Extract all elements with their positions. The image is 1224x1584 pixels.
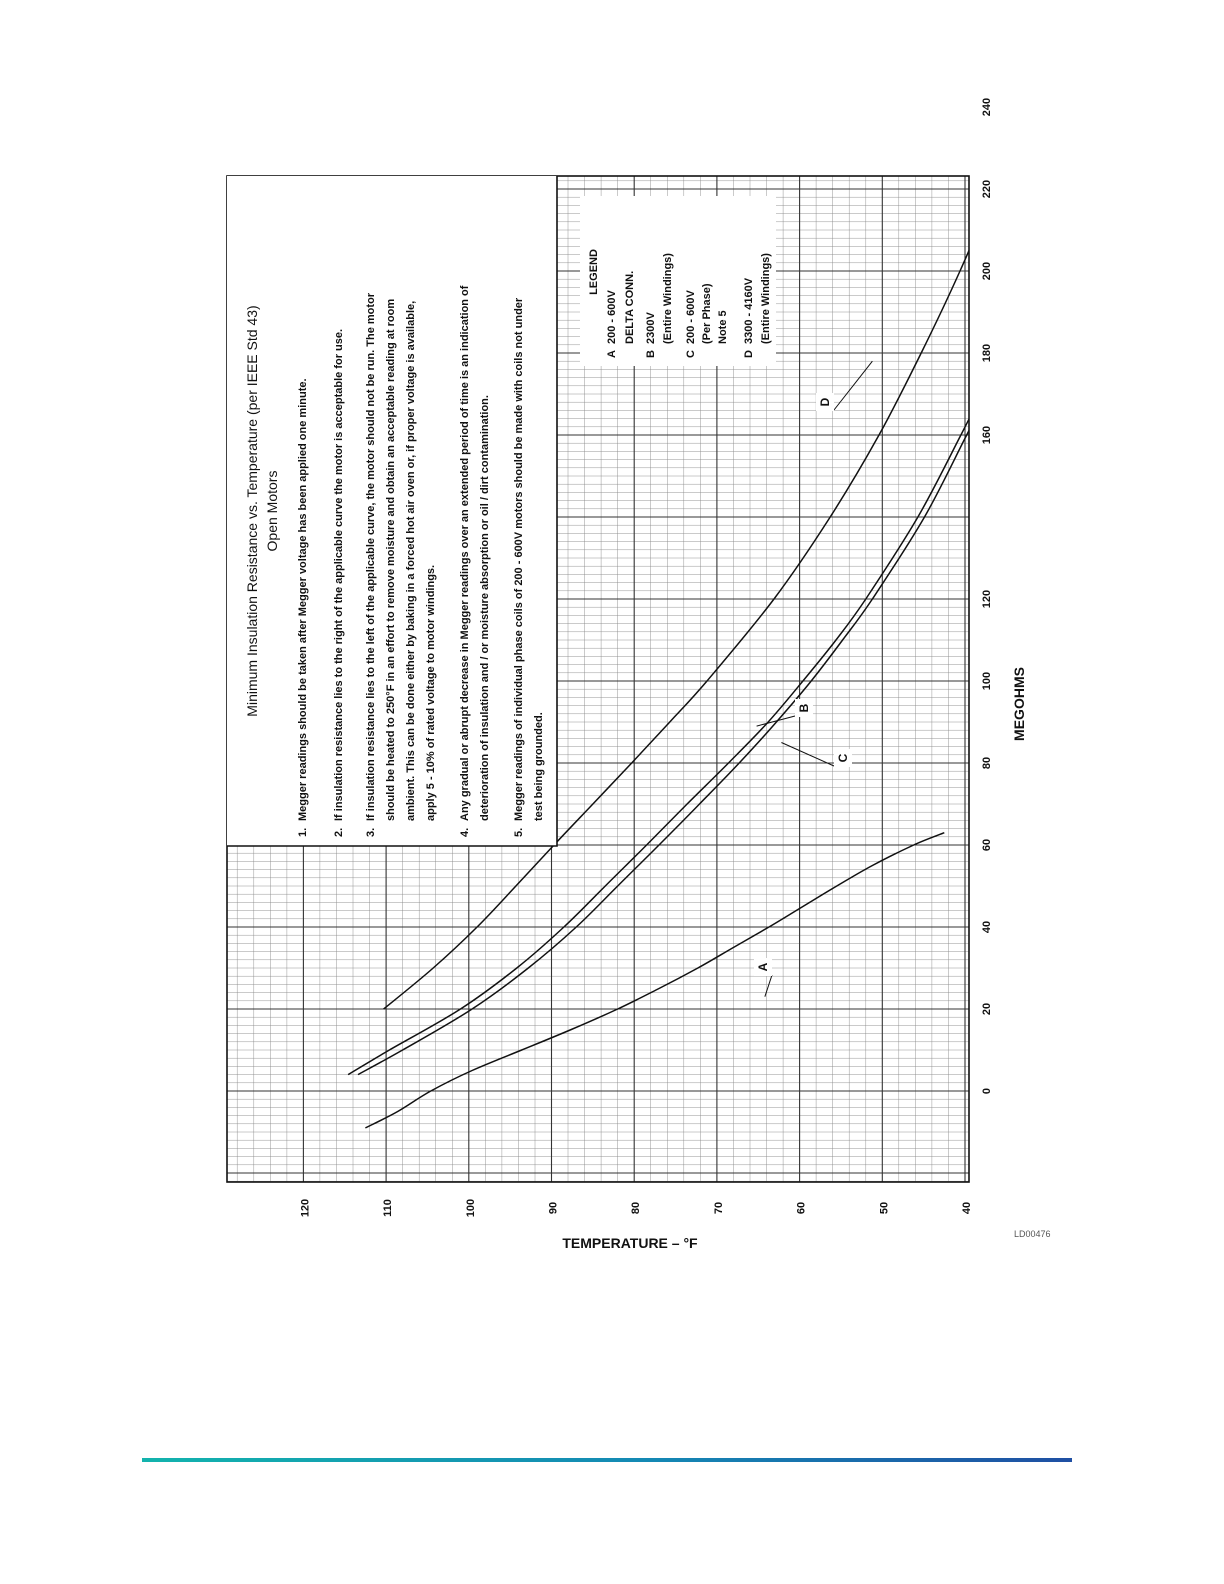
image-code: LD00476 (1014, 1229, 1051, 1239)
x-tick-220: 220 (981, 179, 993, 199)
note-3-line-2: should be heated to 250°F in an effort to remove moisture and obtain an acceptable reading at room (385, 298, 397, 821)
x-tick-0: 0 (981, 1087, 993, 1095)
x-tick-160: 160 (981, 425, 993, 445)
x-tick-20: 20 (981, 1002, 993, 1016)
y-tick-110: 110 (382, 1199, 395, 1217)
x-tick-labels (981, 98, 993, 1094)
note-5-line-2: test being grounded. (533, 712, 545, 821)
x-tick-100: 100 (981, 671, 993, 691)
note-3-line-1: If insulation resistance lies to the left of the applicable curve, the motor should not be run. The motor (365, 292, 377, 821)
legend-entry-d-line-1: 3300 - 4160V (743, 277, 755, 344)
note-1-line-1: Megger readings should be taken after Megger voltage has been applied one minute. (297, 378, 309, 821)
notes-panel (227, 176, 557, 846)
x-tick-60: 60 (981, 838, 993, 852)
callout-d-label: D (818, 397, 832, 407)
note-5-number: 5. (513, 827, 525, 837)
x-tick-120: 120 (981, 589, 993, 609)
legend-entry-b-line-1: 2300V (645, 312, 657, 344)
callout-b-label: B (797, 703, 811, 713)
x-axis-label: MEGOHMS (1011, 667, 1027, 741)
note-4-number: 4. (459, 827, 471, 837)
note-3-line-4: apply 5 - 10% of rated voltage to motor windings. (425, 564, 437, 821)
legend-panel (580, 196, 776, 366)
note-5-line-1: Megger readings of individual phase coils of 200 - 600V motors should be made with coils not under (513, 297, 525, 821)
y-tick-120: 120 (299, 1198, 312, 1218)
legend-entry-d-line-2: (Entire Windings) (760, 253, 772, 344)
chart-subtitle: Open Motors (264, 470, 280, 552)
legend-title: LEGEND (588, 249, 600, 295)
callout-a-label: A (756, 962, 770, 972)
y-tick-40: 40 (961, 1201, 973, 1215)
y-tick-labels (299, 1199, 973, 1217)
legend-entry-c-line-1: 200 - 600V (685, 290, 697, 344)
legend-key-d: D (743, 350, 755, 358)
note-4-line-2: deterioration of insulation and / or moisture absorption or oil / dirt contamination. (479, 395, 491, 821)
y-tick-90: 90 (547, 1201, 560, 1215)
legend-entry-a-line-1: 200 - 600V (606, 290, 618, 344)
x-tick-40: 40 (981, 920, 993, 934)
callout-c-label: C (836, 753, 850, 763)
legend-entry-a-line-2: DELTA CONN. (624, 270, 636, 344)
legend-key-a: A (606, 350, 618, 358)
y-tick-100: 100 (464, 1198, 477, 1218)
callout-a-leader (765, 975, 772, 997)
note-1-number: 1. (297, 827, 309, 837)
legend-key-c: C (685, 350, 697, 358)
footer-rule (142, 1458, 1072, 1462)
legend-entry-c-line-3: Note 5 (717, 310, 729, 344)
chart-title: Minimum Insulation Resistance vs. Temperature (per IEEE Std 43) (244, 305, 260, 717)
note-4-line-1: Any gradual or abrupt decrease in Megger readings over an extended period of time is an indication of (459, 285, 471, 821)
x-tick-180: 180 (981, 343, 993, 363)
note-2-number: 2. (333, 827, 345, 837)
y-axis-label: TEMPERATURE – °F (562, 1235, 698, 1251)
callout-b-leader (757, 716, 795, 726)
y-tick-50: 50 (878, 1201, 891, 1215)
note-3-line-3: ambient. This can be done either by baking in a forced hot air oven or, if proper voltage is available, (405, 300, 417, 821)
note-3-number: 3. (365, 827, 377, 837)
y-tick-80: 80 (630, 1201, 643, 1215)
legend-key-b: B (645, 350, 657, 358)
note-2-line-1: If insulation resistance lies to the right of the applicable curve the motor is acceptable for use. (333, 328, 345, 821)
legend-entry-b-line-2: (Entire Windings) (662, 253, 674, 344)
x-tick-240: 240 (981, 97, 993, 117)
legend-entry-c-line-2: (Per Phase) (701, 283, 713, 344)
y-tick-70: 70 (712, 1201, 725, 1215)
x-tick-200: 200 (981, 261, 993, 281)
y-tick-60: 60 (795, 1201, 808, 1215)
x-tick-80: 80 (981, 756, 993, 770)
